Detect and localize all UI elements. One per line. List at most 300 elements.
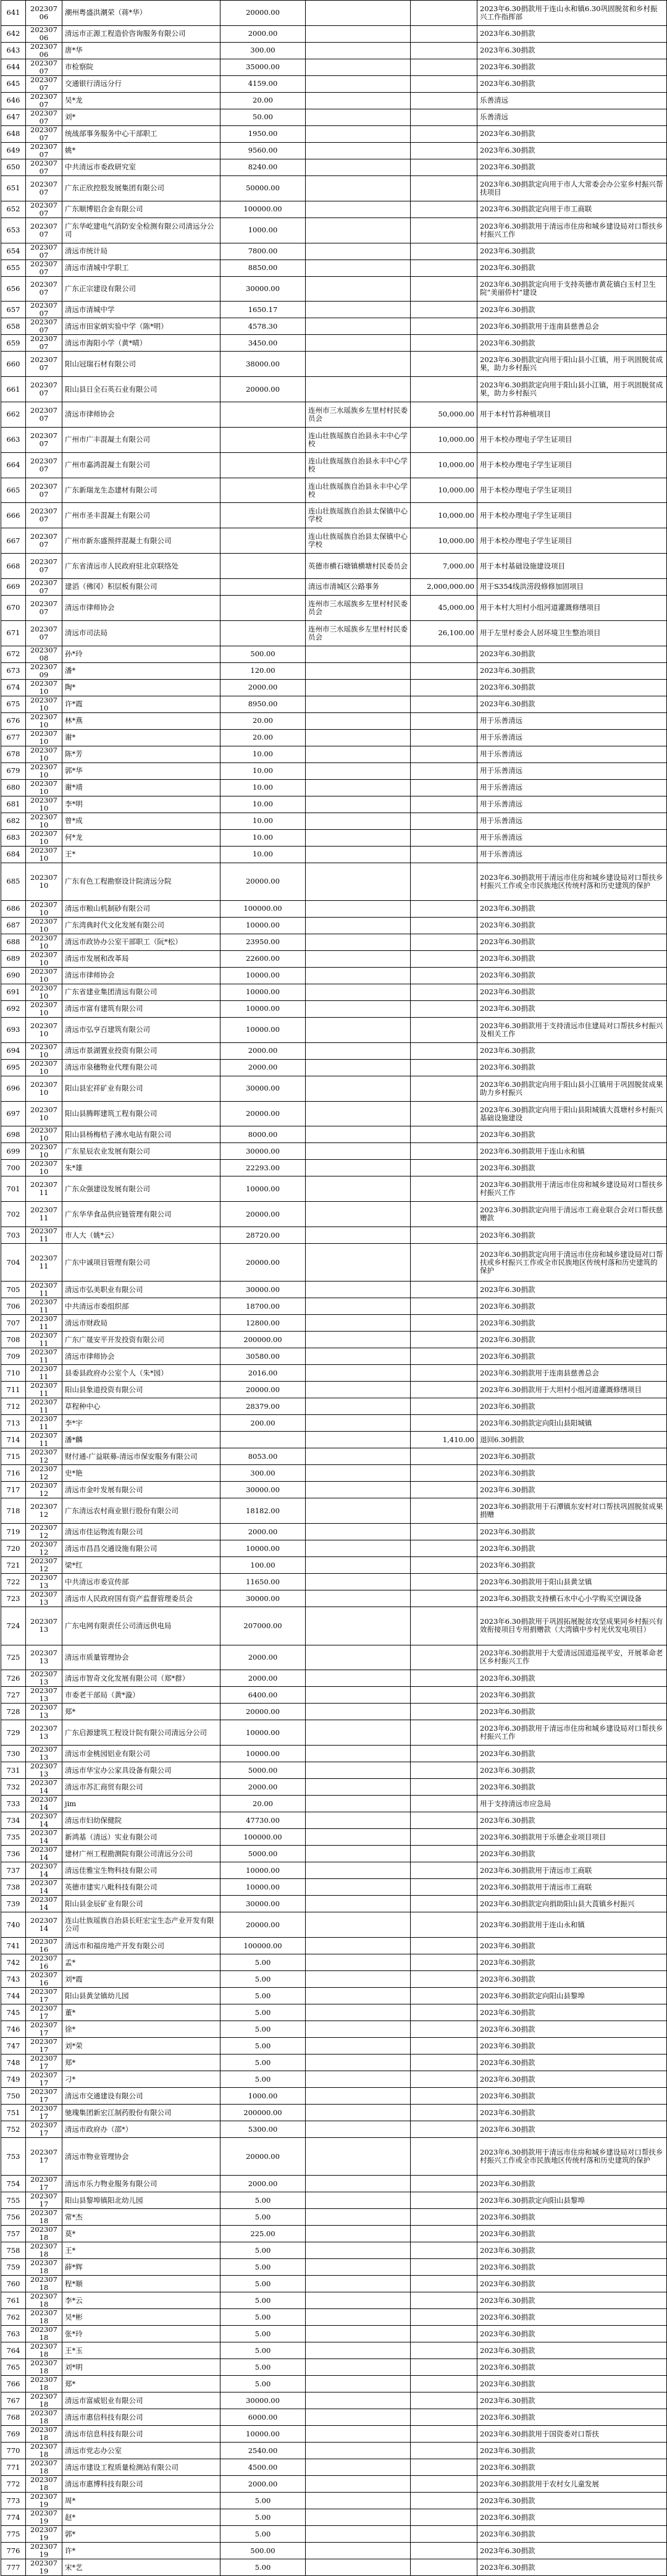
- table-row: [1, 1645, 667, 1670]
- donor-name: 广东广晟安平开发投资有限公司: [62, 1332, 220, 1348]
- donation-note: 2023年6.30捐款用于国资委对口帮扶: [477, 2426, 667, 2443]
- donation-note: 2023年6.30捐款用于连南县慈善总会: [477, 1365, 667, 1382]
- donation-date: 20230710: [26, 796, 62, 813]
- donation-note: 用于S354线洪涝段修修加固项目: [477, 578, 667, 595]
- beneficiary-unit: [306, 2459, 411, 2476]
- row-number: 763: [1, 2326, 26, 2342]
- donation-date: 20230714: [26, 1846, 62, 1862]
- donation-note: 2023年6.30捐款: [477, 2038, 667, 2054]
- donation-note: 2023年6.30捐款用于清远市住房和城乡建设局对口帮扶乡村振兴工作: [477, 217, 667, 243]
- donation-note: 乐善清远: [477, 92, 667, 109]
- beneficiary-unit: [306, 142, 411, 159]
- table-row: [1, 2326, 667, 2342]
- table-row: [1, 1176, 667, 1202]
- row-number: 662: [1, 402, 26, 428]
- donation-date: 20230707: [26, 142, 62, 159]
- table-row: [1, 2259, 667, 2276]
- table-row: [1, 1862, 667, 1879]
- table-row: [1, 662, 667, 679]
- row-number: 686: [1, 900, 26, 917]
- row-number: 666: [1, 503, 26, 528]
- donation-date: 20230710: [26, 863, 62, 900]
- donation-note: 2023年6.30捐款: [477, 1448, 667, 1465]
- donation-amount: [220, 427, 306, 452]
- beneficiary-unit: [306, 2121, 411, 2138]
- in-kind-amount: [411, 1862, 477, 1879]
- table-row: [1, 2493, 667, 2509]
- row-number: 722: [1, 1574, 26, 1590]
- beneficiary-unit: [306, 1590, 411, 1607]
- row-number: 678: [1, 746, 26, 762]
- row-number: 739: [1, 1896, 26, 1912]
- in-kind-amount: [411, 42, 477, 59]
- donation-note: 2023年6.30捐款: [477, 1465, 667, 1482]
- donor-name: 阳山县黄坌镇幼儿园: [62, 1988, 220, 2004]
- donation-amount: 30000.00: [220, 1482, 306, 1498]
- donation-date: 20230718: [26, 2226, 62, 2242]
- donation-note: 2023年6.30捐款用于连山永和镇: [477, 1912, 667, 1938]
- in-kind-amount: [411, 75, 477, 92]
- in-kind-amount: [411, 729, 477, 746]
- donor-name: 阳山县金辰矿业有限公司: [62, 1896, 220, 1912]
- table-row: [1, 2176, 667, 2192]
- beneficiary-unit: [306, 2226, 411, 2242]
- beneficiary-unit: [306, 1574, 411, 1590]
- donor-name: 广州市新东盛预拌混凝土有限公司: [62, 528, 220, 554]
- row-number: 688: [1, 934, 26, 950]
- donation-date: 20230714: [26, 1879, 62, 1896]
- donation-amount: 10.00: [220, 779, 306, 796]
- table-row: [1, 478, 667, 503]
- donation-note: 2023年6.30捐款: [477, 1812, 667, 1829]
- donation-date: 20230717: [26, 2071, 62, 2088]
- donation-note: 2023年6.30捐款: [477, 1746, 667, 1762]
- donation-note: 用于乐善清远: [477, 746, 667, 762]
- beneficiary-unit: 连山壮族瑶族自治县太保镇中心学校: [306, 528, 411, 554]
- donation-note: 2023年6.30捐款: [477, 1704, 667, 1720]
- donor-name: 清远市泉穗物业代理有限公司: [62, 1059, 220, 1076]
- donor-name: 梁*红: [62, 1557, 220, 1574]
- donation-note: 2023年6.30捐款: [477, 934, 667, 950]
- in-kind-amount: [411, 2209, 477, 2226]
- row-number: 745: [1, 2004, 26, 2021]
- table-row: [1, 125, 667, 142]
- row-number: 663: [1, 427, 26, 452]
- donation-amount: 4159.00: [220, 75, 306, 92]
- donor-name: 郭*: [62, 2526, 220, 2543]
- row-number: 750: [1, 2088, 26, 2105]
- row-number: 758: [1, 2242, 26, 2259]
- table-row: [1, 967, 667, 984]
- donation-note: 2023年6.30捐款: [477, 1332, 667, 1348]
- donation-note: 2023年6.30捐款用于巩固拓展脱贫攻坚成果同乡村振兴有效衔接项目专用捐赠款（大湾镇中步村光伏发电项目）: [477, 1607, 667, 1645]
- donation-note: 2023年6.30捐款: [477, 1762, 667, 1779]
- beneficiary-unit: [306, 1382, 411, 1398]
- row-number: 727: [1, 1687, 26, 1704]
- donation-amount: [220, 503, 306, 528]
- donation-note: 2023年6.30捐款: [477, 1000, 667, 1017]
- donation-note: 2023年6.30捐款: [477, 2226, 667, 2242]
- in-kind-amount: [411, 662, 477, 679]
- beneficiary-unit: [306, 1779, 411, 1796]
- donation-date: 20230718: [26, 2209, 62, 2226]
- row-number: 773: [1, 2493, 26, 2509]
- donation-date: 20230710: [26, 950, 62, 967]
- donation-date: 20230711: [26, 1282, 62, 1298]
- donor-name: 潮州粤盛洪潮荣（蒋*华）: [62, 1, 220, 26]
- donation-date: 20230717: [26, 2004, 62, 2021]
- row-number: 677: [1, 729, 26, 746]
- donation-amount: 10.00: [220, 796, 306, 813]
- table-row: [1, 917, 667, 934]
- donor-name: 郑*: [62, 2376, 220, 2392]
- donation-date: 20230718: [26, 2292, 62, 2309]
- donation-amount: 12800.00: [220, 1315, 306, 1332]
- donation-amount: 2000.00: [220, 1779, 306, 1796]
- donor-name: 广东有色工程勘察设计院清远分院: [62, 863, 220, 900]
- donor-name: 谢*靖: [62, 779, 220, 796]
- donation-date: 20230710: [26, 846, 62, 863]
- donation-note: 2023年6.30捐款定向用于阳山县小江镇，用于巩固脱贫成果，助力乡村振兴: [477, 377, 667, 402]
- donation-note: 2023年6.30捐款: [477, 2459, 667, 2476]
- donation-note: 2023年6.30捐款用于石潭镇东安村对口帮扶巩固脱贫成果捐赠: [477, 1498, 667, 1524]
- beneficiary-unit: [306, 1912, 411, 1938]
- beneficiary-unit: [306, 2192, 411, 2209]
- donor-name: 郭*华: [62, 762, 220, 779]
- donor-name: 陈*芳: [62, 746, 220, 762]
- donation-note: 2023年6.30捐款: [477, 2309, 667, 2326]
- donation-date: 20230707: [26, 201, 62, 217]
- donation-note: 2023年6.30捐款: [477, 2493, 667, 2509]
- donation-amount: [220, 1432, 306, 1448]
- row-number: 740: [1, 1912, 26, 1938]
- in-kind-amount: [411, 2509, 477, 2526]
- donation-amount: 10.00: [220, 746, 306, 762]
- donation-note: 2023年6.30捐款: [477, 1524, 667, 1540]
- donation-date: 20230710: [26, 813, 62, 829]
- donor-name: 清远市建设工程质量检测站有限公司: [62, 2459, 220, 2476]
- in-kind-amount: [411, 109, 477, 125]
- donation-date: 20230710: [26, 729, 62, 746]
- beneficiary-unit: [306, 1282, 411, 1298]
- beneficiary-unit: [306, 1988, 411, 2004]
- in-kind-amount: [411, 796, 477, 813]
- donation-date: 20230711: [26, 1432, 62, 1448]
- donor-name: 清远市司法局: [62, 620, 220, 646]
- donation-note: 用于本校办理电子学生证项目: [477, 503, 667, 528]
- donation-date: 20230717: [26, 2038, 62, 2054]
- table-row: [1, 159, 667, 175]
- donation-note: 2023年6.30捐款用于大坦村小组河道灌溉修缮项目: [477, 1382, 667, 1398]
- donation-amount: 5.00: [220, 2192, 306, 2209]
- donation-note: 2023年6.30捐款: [477, 1670, 667, 1687]
- donation-date: 20230707: [26, 452, 62, 478]
- beneficiary-unit: [306, 813, 411, 829]
- table-row: [1, 260, 667, 276]
- beneficiary-unit: [306, 2392, 411, 2409]
- donation-note: 2023年6.30捐款: [477, 335, 667, 352]
- table-row: [1, 1704, 667, 1720]
- donation-amount: 8053.00: [220, 1448, 306, 1465]
- donation-amount: 30000.00: [220, 2392, 306, 2409]
- table-row: [1, 1812, 667, 1829]
- donation-amount: 5.00: [220, 2209, 306, 2226]
- beneficiary-unit: [306, 1482, 411, 1498]
- row-number: 720: [1, 1540, 26, 1557]
- in-kind-amount: [411, 1954, 477, 1971]
- donation-amount: 20000.00: [220, 863, 306, 900]
- donor-name: 广东华华食品供应链管理有限公司: [62, 1202, 220, 1227]
- table-row: [1, 2054, 667, 2071]
- donation-note: 2023年6.30捐款用于乐德企业项目项目: [477, 1829, 667, 1846]
- beneficiary-unit: [306, 1448, 411, 1465]
- row-number: 651: [1, 175, 26, 201]
- table-row: [1, 1332, 667, 1348]
- beneficiary-unit: 连山壮族瑶族自治县太保镇中心学校: [306, 503, 411, 528]
- donation-amount: 207000.00: [220, 1607, 306, 1645]
- in-kind-amount: [411, 2526, 477, 2543]
- donation-note: 用于支持清远市应急局: [477, 1796, 667, 1812]
- donation-note: 2023年6.30捐款用于阳山县黄坌镇: [477, 1574, 667, 1590]
- donation-date: 20230717: [26, 2105, 62, 2121]
- table-row: [1, 1227, 667, 1244]
- row-number: 709: [1, 1348, 26, 1365]
- donation-amount: 1950.00: [220, 125, 306, 142]
- donor-name: 清远市惠博科技有限公司: [62, 2476, 220, 2493]
- in-kind-amount: [411, 1415, 477, 1432]
- donation-amount: 5.00: [220, 2242, 306, 2259]
- donation-amount: 20000.00: [220, 1, 306, 26]
- in-kind-amount: [411, 1670, 477, 1687]
- donation-note: 2023年6.30捐款: [477, 2526, 667, 2543]
- donation-amount: 5000.00: [220, 1846, 306, 1862]
- donation-amount: 500.00: [220, 646, 306, 662]
- row-number: 674: [1, 679, 26, 696]
- donation-date: 20230711: [26, 1332, 62, 1348]
- row-number: 760: [1, 2276, 26, 2292]
- beneficiary-unit: [306, 2088, 411, 2105]
- donation-amount: 8850.00: [220, 260, 306, 276]
- donation-date: 20230707: [26, 125, 62, 142]
- donation-note: 2023年6.30捐款: [477, 142, 667, 159]
- donor-name: 广东中诚项目管理有限公司: [62, 1244, 220, 1282]
- row-number: 659: [1, 335, 26, 352]
- donation-amount: 18182.00: [220, 1498, 306, 1524]
- donor-name: 王*: [62, 846, 220, 863]
- in-kind-amount: [411, 1160, 477, 1176]
- beneficiary-unit: [306, 1415, 411, 1432]
- in-kind-amount: [411, 1143, 477, 1160]
- table-row: [1, 1244, 667, 1282]
- donor-name: 吴*龙: [62, 92, 220, 109]
- table-row: [1, 2226, 667, 2242]
- beneficiary-unit: [306, 2054, 411, 2071]
- table-row: [1, 1000, 667, 1017]
- donor-name: 清远市律师协会: [62, 967, 220, 984]
- donation-date: 20230711: [26, 1227, 62, 1244]
- donation-note: 2023年6.30捐款: [477, 646, 667, 662]
- donation-note: 2023年6.30捐款: [477, 42, 667, 59]
- beneficiary-unit: [306, 1762, 411, 1779]
- donation-amount: 5.00: [220, 2054, 306, 2071]
- row-number: 641: [1, 1, 26, 26]
- donor-name: 市人大（姚*云）: [62, 1227, 220, 1244]
- donation-date: 20230707: [26, 276, 62, 302]
- table-row: [1, 984, 667, 1000]
- donation-note: 用于乐善清远: [477, 762, 667, 779]
- donor-name: 王*玉: [62, 2342, 220, 2359]
- in-kind-amount: [411, 762, 477, 779]
- donation-note: 2023年6.30捐款: [477, 302, 667, 318]
- donation-note: 2023年6.30捐款定向阳山县黎埠: [477, 2192, 667, 2209]
- in-kind-amount: [411, 142, 477, 159]
- donation-note: 用于乐善清远: [477, 712, 667, 729]
- donation-note: 2023年6.30捐款: [477, 1160, 667, 1176]
- donation-date: 20230710: [26, 1160, 62, 1176]
- donation-amount: 22600.00: [220, 950, 306, 967]
- in-kind-amount: 7,000.00: [411, 554, 477, 579]
- table-row: [1, 1879, 667, 1896]
- donation-amount: 5.00: [220, 2004, 306, 2021]
- donation-amount: 5300.00: [220, 2121, 306, 2138]
- table-row: [1, 829, 667, 846]
- in-kind-amount: [411, 2392, 477, 2409]
- donation-amount: 2000.00: [220, 2176, 306, 2192]
- beneficiary-unit: [306, 201, 411, 217]
- row-number: 774: [1, 2509, 26, 2526]
- donation-date: 20230710: [26, 1042, 62, 1059]
- table-row: [1, 2559, 667, 2576]
- donation-amount: 18700.00: [220, 1298, 306, 1315]
- in-kind-amount: [411, 1315, 477, 1332]
- in-kind-amount: [411, 1687, 477, 1704]
- table-row: [1, 1076, 667, 1101]
- table-row: [1, 1829, 667, 1846]
- donor-name: 清远市富威铝业有限公司: [62, 2392, 220, 2409]
- in-kind-amount: [411, 318, 477, 335]
- donation-note: 2023年6.30捐款: [477, 1971, 667, 1988]
- row-number: 668: [1, 554, 26, 579]
- row-number: 648: [1, 125, 26, 142]
- in-kind-amount: [411, 967, 477, 984]
- donation-note: 2023年6.30捐款: [477, 1482, 667, 1498]
- beneficiary-unit: [306, 2342, 411, 2359]
- row-number: 693: [1, 1017, 26, 1042]
- donation-date: 20230707: [26, 377, 62, 402]
- donation-amount: 2000.00: [220, 1524, 306, 1540]
- donation-amount: 5.00: [220, 2038, 306, 2054]
- donation-date: 20230710: [26, 934, 62, 950]
- in-kind-amount: [411, 712, 477, 729]
- table-row: [1, 1398, 667, 1415]
- donation-amount: 30000.00: [220, 276, 306, 302]
- donation-note: 退回6.30捐款: [477, 1432, 667, 1448]
- beneficiary-unit: [306, 2326, 411, 2342]
- donation-date: 20230712: [26, 1498, 62, 1524]
- donation-date: 20230707: [26, 59, 62, 75]
- donation-amount: 20000.00: [220, 1704, 306, 1720]
- table-row: [1, 92, 667, 109]
- donation-note: 2023年6.30捐款支持横石水中心小学购买空调设备: [477, 1590, 667, 1607]
- donor-name: 郑*: [62, 1704, 220, 1720]
- donor-name: 宋*艺: [62, 2559, 220, 2576]
- row-number: 748: [1, 2054, 26, 2071]
- table-row: [1, 1720, 667, 1746]
- in-kind-amount: [411, 1829, 477, 1846]
- row-number: 775: [1, 2526, 26, 2543]
- beneficiary-unit: [306, 159, 411, 175]
- donation-amount: 20000.00: [220, 1382, 306, 1398]
- donation-note: 2023年6.30捐款: [477, 2326, 667, 2342]
- donation-note: 2023年6.30捐款: [477, 243, 667, 260]
- in-kind-amount: [411, 2038, 477, 2054]
- beneficiary-unit: [306, 779, 411, 796]
- donation-note: 2023年6.30捐款: [477, 2543, 667, 2559]
- donor-name: 广东星辰农业发展有限公司: [62, 1143, 220, 1160]
- beneficiary-unit: [306, 1720, 411, 1746]
- table-row: [1, 1607, 667, 1645]
- donation-amount: 5.00: [220, 2509, 306, 2526]
- donation-date: 20230717: [26, 2021, 62, 2038]
- row-number: 743: [1, 1971, 26, 1988]
- donation-amount: 2000.00: [220, 2476, 306, 2493]
- donation-date: 20230719: [26, 2526, 62, 2543]
- table-row: [1, 1017, 667, 1042]
- donation-amount: 5.00: [220, 2276, 306, 2292]
- beneficiary-unit: [306, 796, 411, 813]
- donation-amount: 100000.00: [220, 201, 306, 217]
- donor-name: 财付通-广益联募-清远市保安服务有限公司: [62, 1448, 220, 1465]
- beneficiary-unit: 连山壮族瑶族自治县永丰中心学校: [306, 478, 411, 503]
- donation-note: 用于本村竹荪种植项目: [477, 402, 667, 428]
- in-kind-amount: 45,000.00: [411, 595, 477, 620]
- donation-amount: 30000.00: [220, 1590, 306, 1607]
- in-kind-amount: [411, 2138, 477, 2176]
- donation-note: 2023年6.30捐款定向用于市人大常委会办公室乡村振兴帮扶项目: [477, 175, 667, 201]
- donation-note: 2023年6.30捐款用于大爱清远国道巡视平安，开展革命老区乡村振兴工作: [477, 1645, 667, 1670]
- donation-amount: 30000.00: [220, 1896, 306, 1912]
- table-row: [1, 2071, 667, 2088]
- beneficiary-unit: [306, 900, 411, 917]
- donation-date: 20230712: [26, 1482, 62, 1498]
- donor-name: 广州市圣丰混凝土有限公司: [62, 503, 220, 528]
- donation-note: 2023年6.30捐款: [477, 1126, 667, 1143]
- donation-amount: 8950.00: [220, 696, 306, 712]
- row-number: 718: [1, 1498, 26, 1524]
- table-row: [1, 1938, 667, 1954]
- donation-date: 20230714: [26, 1779, 62, 1796]
- donation-date: 20230707: [26, 75, 62, 92]
- table-row: [1, 1282, 667, 1298]
- beneficiary-unit: [306, 1670, 411, 1687]
- beneficiary-unit: [306, 1524, 411, 1540]
- donation-date: 20230712: [26, 1524, 62, 1540]
- donor-name: 清远市发展和改革局: [62, 950, 220, 967]
- donor-name: 清远市质量管理协会: [62, 1645, 220, 1670]
- donation-date: 20230707: [26, 352, 62, 377]
- row-number: 660: [1, 352, 26, 377]
- beneficiary-unit: [306, 1971, 411, 1988]
- table-row: [1, 75, 667, 92]
- in-kind-amount: 10,000.00: [411, 427, 477, 452]
- donation-note: 2023年6.30捐款用于清远市住房和城乡建设局对口帮扶乡村振兴工作: [477, 1176, 667, 1202]
- table-row: [1, 1896, 667, 1912]
- donation-note: 2023年6.30捐款: [477, 1938, 667, 1954]
- donation-date: 20230710: [26, 1076, 62, 1101]
- donation-note: 2023年6.30捐款: [477, 900, 667, 917]
- donation-amount: 10000.00: [220, 1000, 306, 1017]
- donor-name: 清远市财政局: [62, 1315, 220, 1332]
